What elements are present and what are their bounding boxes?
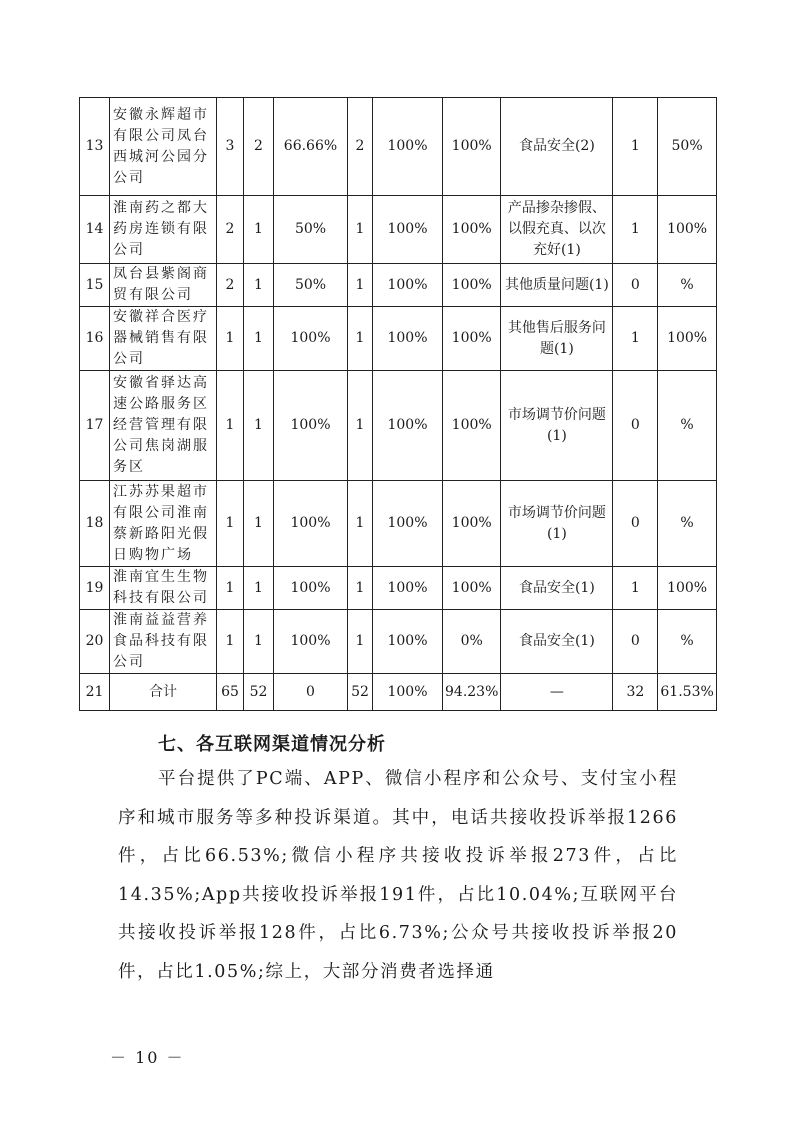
other-count-cell: 1 [613,567,658,610]
complaints-count-cell: 2 [217,196,244,264]
other-count-cell: 0 [613,481,658,567]
handled-count-cell: 1 [244,264,274,307]
handled-count-cell: 2 [244,98,274,196]
other-rate-cell: % [658,610,716,674]
handled-count-cell: 1 [244,610,274,674]
row-index-cell: 13 [80,98,110,196]
handled-count-cell: 1 [244,481,274,567]
feedback-rate-cell: 100% [443,264,501,307]
other-rate-cell: % [658,371,716,481]
handled-rate-cell: 100% [274,610,348,674]
other-count-cell: 0 [613,264,658,307]
other-rate-cell: 50% [658,98,716,196]
resolved-rate-cell: 100% [373,481,443,567]
row-index-cell: 17 [80,371,110,481]
problem-type-cell: 食品安全(1) [501,567,613,610]
total-feedback-rate-cell: 94.23% [443,674,501,711]
feedback-rate-cell: 100% [443,196,501,264]
resolved-rate-cell: 100% [373,371,443,481]
table-row [80,567,717,610]
feedback-rate-cell: 100% [443,481,501,567]
handled-rate-cell: 50% [274,196,348,264]
problem-type-cell: 食品安全(1) [501,610,613,674]
resolved-count-cell: 2 [348,98,373,196]
handled-rate-cell: 50% [274,264,348,307]
section-heading: 七、各互联网渠道情况分析 [158,734,386,755]
other-rate-cell: % [658,481,716,567]
row-index-cell: 20 [80,610,110,674]
table-row [80,307,717,371]
handled-count-cell: 1 [244,371,274,481]
other-count-cell: 1 [613,307,658,371]
total-resolved-count-cell: 52 [348,674,373,711]
complaints-count-cell: 1 [217,307,244,371]
feedback-rate-cell: 100% [443,307,501,371]
company-name-cell: 安徽祥合医疗器械销售有限公司 [110,307,217,371]
table-row [80,371,717,481]
table-row [80,98,717,196]
company-name-cell: 凤台县紫阁商贸有限公司 [110,264,217,307]
resolved-count-cell: 1 [348,481,373,567]
complaints-count-cell: 1 [217,481,244,567]
handled-rate-cell: 100% [274,371,348,481]
total-handled-rate-cell: 0 [274,674,348,711]
row-index-cell: 16 [80,307,110,371]
problem-type-cell: 食品安全(2) [501,98,613,196]
problem-type-cell: 市场调节价问题(1) [501,481,613,567]
resolved-count-cell: 1 [348,307,373,371]
resolved-count-cell: 1 [348,567,373,610]
company-name-cell: 淮南药之都大药房连锁有限公司 [110,196,217,264]
page-number: － 10 － [110,1048,185,1067]
handled-rate-cell: 100% [274,307,348,371]
other-rate-cell: 100% [658,567,716,610]
row-index-cell: 14 [80,196,110,264]
feedback-rate-cell: 100% [443,567,501,610]
handled-rate-cell: 100% [274,481,348,567]
company-name-cell: 安徽永辉超市有限公司凤台西城河公园分公司 [110,98,217,196]
other-rate-cell: 100% [658,307,716,371]
complaints-count-cell: 1 [217,371,244,481]
other-count-cell: 0 [613,610,658,674]
complaints-count-cell: 2 [217,264,244,307]
resolved-count-cell: 1 [348,264,373,307]
resolved-rate-cell: 100% [373,307,443,371]
problem-type-cell: 其他质量问题(1) [501,264,613,307]
handled-count-cell: 1 [244,196,274,264]
resolved-count-cell: 1 [348,371,373,481]
resolved-rate-cell: 100% [373,567,443,610]
resolved-rate-cell: 100% [373,196,443,264]
company-name-cell: 淮南益益营养食品科技有限公司 [110,610,217,674]
total-problem-type-cell: — [501,674,613,711]
total-row [80,674,717,711]
other-rate-cell: 100% [658,196,716,264]
company-name-cell: 安徽省驿达高速公路服务区经营管理有限公司焦岗湖服务区 [110,371,217,481]
complaint-table [79,97,717,711]
table-row [80,196,717,264]
feedback-rate-cell: 100% [443,98,501,196]
section-paragraph: 平台提供了PC端、APP、微信小程序和公众号、支付宝小程序和城市服务等多种投诉渠道。其中，电话共接收投诉举报1266件，占比66.53%;微信小程序共接收投诉举报273件，占比14.35%;App共接收投诉举报191件，占比10.04%;互联网平台共接收投诉举报128件，占比6.73%;公众号共接收投诉举报20件，占比1.05%;综上，大部分消费者选择通 [118,769,678,982]
resolved-count-cell: 1 [348,610,373,674]
resolved-rate-cell: 100% [373,98,443,196]
handled-rate-cell: 100% [274,567,348,610]
problem-type-cell: 市场调节价问题(1) [501,371,613,481]
table-row [80,481,717,567]
other-count-cell: 1 [613,196,658,264]
resolved-rate-cell: 100% [373,264,443,307]
other-rate-cell: % [658,264,716,307]
resolved-rate-cell: 100% [373,610,443,674]
handled-count-cell: 1 [244,307,274,371]
total-resolved-rate-cell: 100% [373,674,443,711]
complaints-count-cell: 3 [217,98,244,196]
feedback-rate-cell: 0% [443,610,501,674]
other-count-cell: 0 [613,371,658,481]
complaints-count-cell: 1 [217,610,244,674]
feedback-rate-cell: 100% [443,371,501,481]
table-row [80,264,717,307]
table-body [80,98,717,711]
problem-type-cell: 其他售后服务问题(1) [501,307,613,371]
company-name-cell: 江苏苏果超市有限公司淮南蔡新路阳光假日购物广场 [110,481,217,567]
total-handled-count-cell: 52 [244,674,274,711]
handled-rate-cell: 66.66% [274,98,348,196]
handled-count-cell: 1 [244,567,274,610]
table-row [80,610,717,674]
row-index-cell: 18 [80,481,110,567]
total-other-rate-cell: 61.53% [658,674,716,711]
problem-type-cell: 产品掺杂掺假、以假充真、以次充好(1) [501,196,613,264]
total-row-index-cell: 21 [80,674,110,711]
row-index-cell: 15 [80,264,110,307]
total-complaints-count-cell: 65 [217,674,244,711]
total-company-name-cell: 合计 [110,674,217,711]
other-count-cell: 1 [613,98,658,196]
total-other-count-cell: 32 [613,674,658,711]
row-index-cell: 19 [80,567,110,610]
company-name-cell: 淮南宜生生物科技有限公司 [110,567,217,610]
complaints-count-cell: 1 [217,567,244,610]
resolved-count-cell: 1 [348,196,373,264]
